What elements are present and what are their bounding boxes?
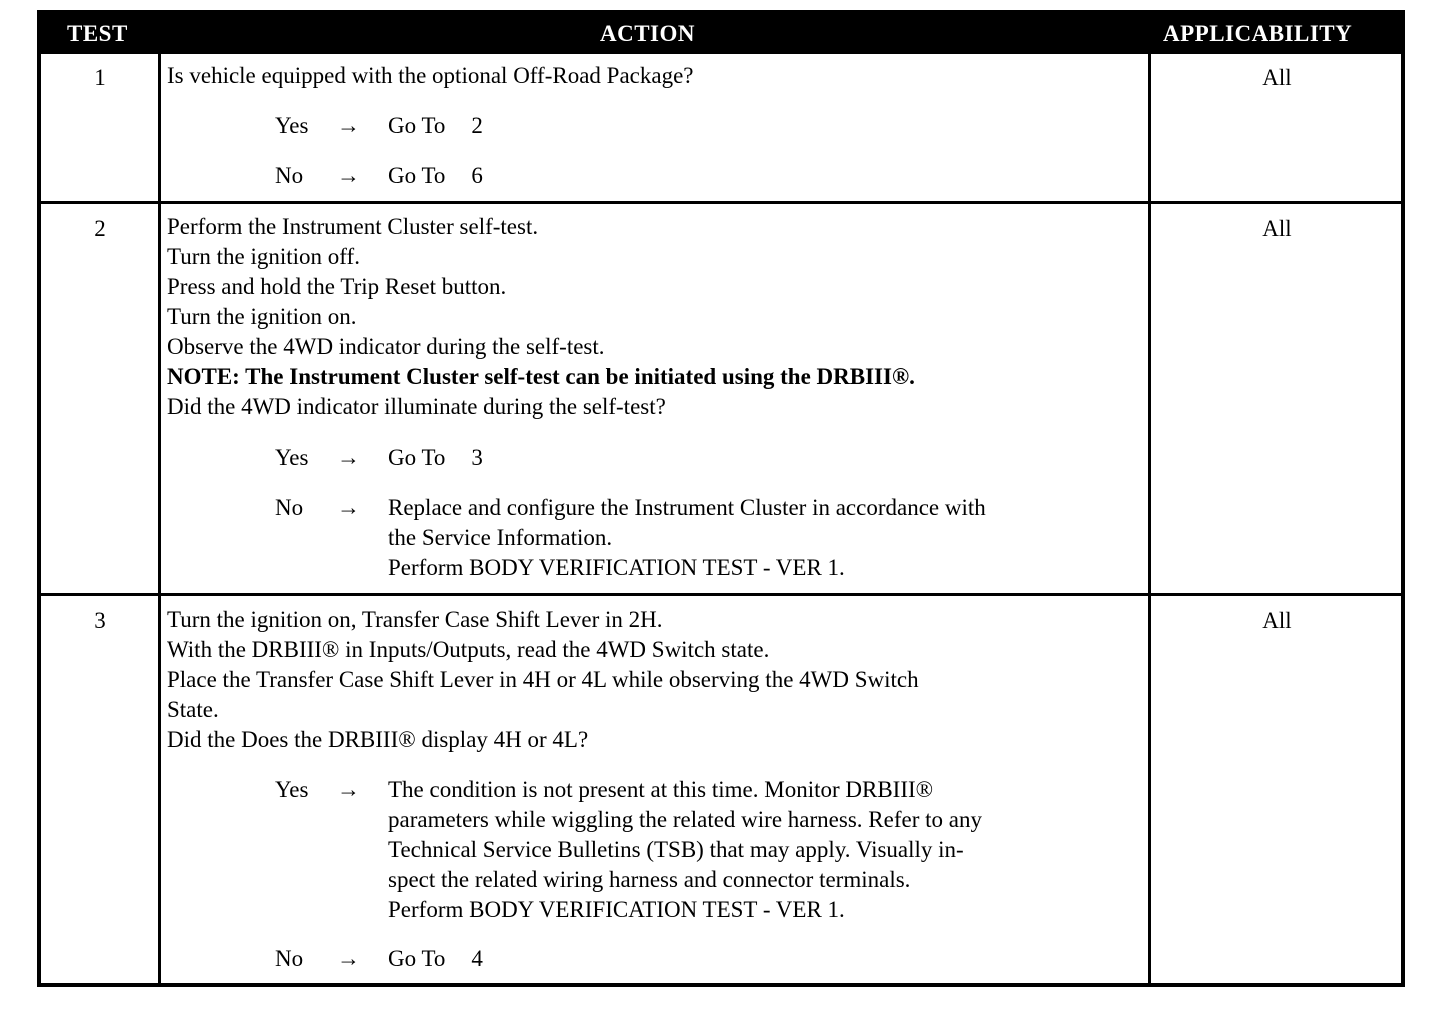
yes-label: Yes	[275, 113, 309, 138]
column-divider-test	[158, 54, 161, 987]
goto-label: Go To	[388, 946, 446, 971]
action-line: With the DRBIII® in Inputs/Outputs, read the 4WD Switch state.	[167, 637, 770, 662]
arrow-icon: →	[337, 777, 360, 802]
no-label: No	[275, 946, 304, 971]
action-line: Press and hold the Trip Reset button.	[167, 274, 507, 299]
result-text: spect the related wiring harness and connector terminals.	[388, 867, 911, 892]
header-applicability: APPLICABILITY	[1163, 21, 1353, 46]
action-line: Turn the ignition on.	[167, 304, 357, 329]
arrow-icon: →	[337, 946, 360, 971]
note-text: NOTE: The Instrument Cluster self-test can be initiated using the DRBIII®.	[167, 364, 915, 389]
result-text: Perform BODY VERIFICATION TEST - VER 1.	[388, 555, 845, 580]
goto-instruction	[388, 944, 483, 974]
action-line: State.	[167, 697, 219, 722]
goto-target: 2	[471, 113, 483, 138]
no-label: No	[275, 163, 304, 188]
applicability: All	[1262, 65, 1292, 90]
goto-label: Go To	[388, 113, 446, 138]
header-action: ACTION	[600, 21, 696, 46]
column-divider-applicability	[1148, 54, 1151, 987]
goto-target: 3	[471, 445, 483, 470]
applicability: All	[1262, 216, 1292, 241]
goto-label: Go To	[388, 445, 446, 470]
goto-target: 4	[471, 946, 483, 971]
arrow-icon: →	[337, 163, 360, 188]
action-line: Did the Does the DRBIII® display 4H or 4L?	[167, 727, 589, 752]
goto-instruction	[388, 111, 483, 141]
arrow-icon: →	[337, 113, 360, 138]
yes-label: Yes	[275, 777, 309, 802]
action-line: Perform the Instrument Cluster self-test.	[167, 214, 539, 239]
goto-label: Go To	[388, 163, 446, 188]
result-text: Replace and configure the Instrument Cluster in accordance with	[388, 495, 986, 520]
result-text: parameters while wiggling the related wire harness. Refer to any	[388, 807, 982, 832]
arrow-icon: →	[337, 495, 360, 520]
no-label: No	[275, 495, 304, 520]
applicability: All	[1262, 608, 1292, 633]
header-test: TEST	[67, 21, 128, 46]
yes-label: Yes	[275, 445, 309, 470]
result-text: Technical Service Bulletins (TSB) that may apply. Visually in-	[388, 837, 964, 862]
result-text: The condition is not present at this time. Monitor DRBIII®	[388, 777, 934, 802]
row-divider	[41, 593, 1401, 596]
action-line: Is vehicle equipped with the optional Off-Road Package?	[167, 63, 694, 88]
row-divider	[41, 201, 1401, 204]
action-line: Turn the ignition off.	[167, 244, 360, 269]
test-number: 2	[94, 216, 106, 241]
goto-instruction	[388, 443, 483, 473]
goto-target: 6	[471, 163, 483, 188]
test-number: 1	[94, 65, 106, 90]
action-line: Turn the ignition on, Transfer Case Shift Lever in 2H.	[167, 607, 663, 632]
question-text: Did the 4WD indicator illuminate during the self-test?	[167, 394, 666, 419]
action-line: Place the Transfer Case Shift Lever in 4H or 4L while observing the 4WD Switch	[167, 667, 919, 692]
test-number: 3	[94, 608, 106, 633]
action-line: Observe the 4WD indicator during the self-test.	[167, 334, 605, 359]
diagnostic-test-table	[37, 10, 1405, 987]
table-header	[41, 14, 1401, 54]
result-text: Perform BODY VERIFICATION TEST - VER 1.	[388, 897, 845, 922]
arrow-icon: →	[337, 445, 360, 470]
goto-instruction	[388, 161, 483, 191]
result-text: the Service Information.	[388, 525, 613, 550]
